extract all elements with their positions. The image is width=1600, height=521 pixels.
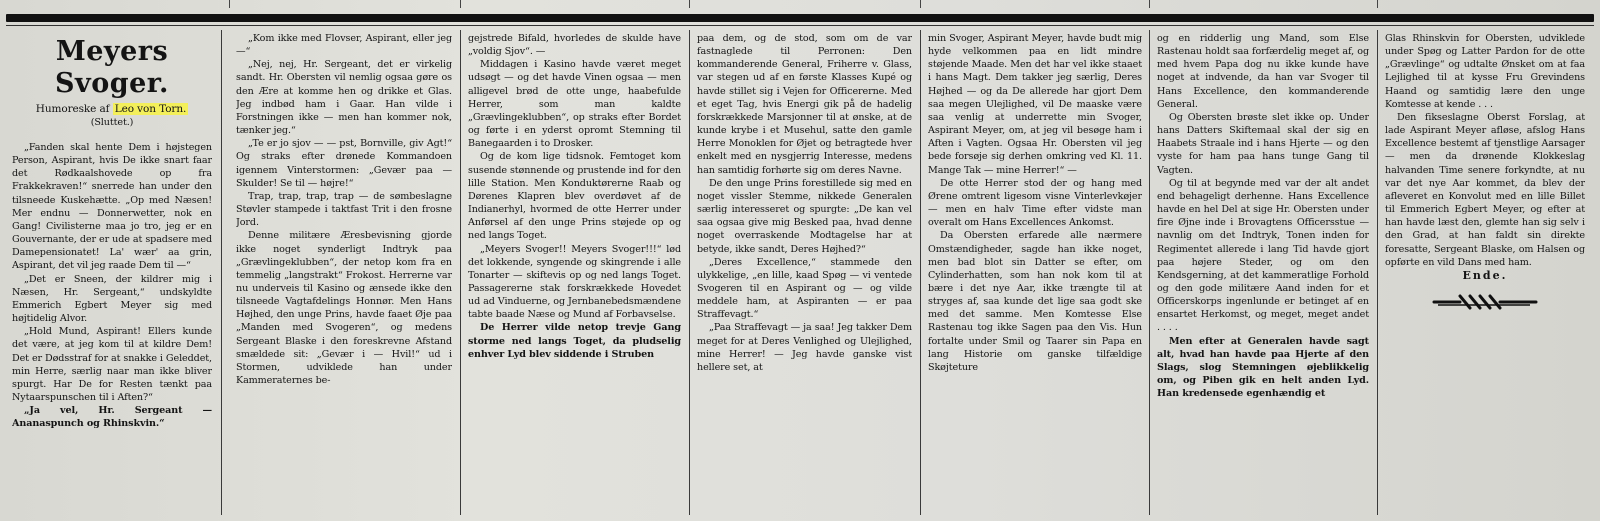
continuation-note: (Sluttet.) xyxy=(90,117,134,128)
column-1 xyxy=(12,32,212,513)
end-flourish-ornament xyxy=(1430,292,1540,312)
byline xyxy=(12,102,212,116)
paragraph: „Hold Mund, Aspirant! Ellers kunde det være, at jeg kom til at kildre Dem! Det er Dødsstraf for at snakke i Geleddet, min Herre, særlig naar man ikke bliver spurgt. Har De for Resten tænkt paa Nytaarspunschen til i Aften?“ xyxy=(12,326,212,403)
paragraph: „Ja vel, Hr. Sergeant — Ananaspunch og Rhinskvin.“ xyxy=(12,405,212,430)
column-divider xyxy=(920,30,921,515)
paragraph: De Herrer vilde netop trevje Gang storme ned langs Toget, da pludselig enhver Lyd blev siddende i Struben xyxy=(468,322,681,360)
column-tick xyxy=(460,0,461,8)
paragraph: „Fanden skal hente Dem i højstegen Person, Aspirant, hvis De ikke snart faar det Rødkaalshovede op fra Frakkekraven!“ snerrede han under den tilsneede Kuskehætte. „Op med Næsen! Mer endnu — Donnerwetter, nok en Gang! Civilisterne maa jo tro, jeg er en Gouvernante, der er ude at spadsere med Damepensionatet! La' wær' aa grin, Aspirant, det vil jeg raade Dem til —“ xyxy=(12,142,212,272)
column-divider xyxy=(221,30,222,515)
article-title: Meyers Svoger. xyxy=(55,36,169,99)
paragraph: „Kom ikke med Flovser, Aspirant, eller jeg —“ xyxy=(236,33,452,58)
paragraph: Og de kom lige tidsnok. Femtoget kom susende stønnende og prustende ind for den lille Station. Men Konduktørerne Raab og Dørenes Klapren blev overdøvet af de Indianerhyl, hvormed de otte Herrer under Anførsel af den unge Prins støjede op og ned langs Toget. xyxy=(468,151,681,242)
paragraph: Middagen i Kasino havde været meget udsøgt — og det havde Vinen ogsaa — men alligevel brød de otte unge, haabefulde Herrer, som man kaldte „Grævlingeklubben“, op straks efter Bordet og førte i en yderst opromt Stemning til Banegaarden i to Drosker. xyxy=(468,59,681,150)
paragraph: Denne militære Æresbevisning gjorde ikke noget synderligt Indtryk paa „Grævlingeklubben“, der netop kom fra en temmelig „langstrakt“ Frokost. Herrerne var nu underveis til Kasino og ænsede ikke den tilsneede Vagtafdelings Honnør. Men Hans Højhed, den unge Prins, havde faaet Øje paa „Manden med Svogeren“, og medens Sergeant Blaske i den foreskrevne Afstand smældede sit: „Gevær i — Hvil!“ ud i Stormen, udviklede han under Kammeraternes be- xyxy=(236,230,452,387)
column-3 xyxy=(468,32,681,513)
column-5 xyxy=(928,32,1142,513)
column-tick xyxy=(229,0,230,8)
column-divider xyxy=(460,30,461,515)
paragraph: Trap, trap, trap, trap — de sømbeslagne Støvler stampede i taktfast Trit i den frosne Jord. xyxy=(236,190,452,229)
author-name: Leo von Torn. xyxy=(114,103,187,115)
paragraph: Glas Rhinskvin for Obersten, udviklede under Spøg og Latter Pardon for de otte „Grævlinge“ og udtalte Ønsket om at faa Lejlighed til at kysse Fru Grevindens Haand og samtidig lære den unge Komtesse at kende . . . xyxy=(1385,33,1585,110)
column-4 xyxy=(697,32,912,513)
paragraph: Men efter at Generalen havde sagt alt, hvad han havde paa Hjerte af den Slags, slog Stemningen øjeblikkelig om, og Piben gik en helt anden Lyd. Han kredensede egenhændig et xyxy=(1157,335,1369,400)
column-tick xyxy=(689,0,690,8)
paragraph: og en ridderlig ung Mand, som Else Rastenau holdt saa forfærdelig meget af, og med hvem Papa dog nu ikke kunde have noget at indvende, da han var Svoger til Hans Excellence, den kommanderende General. xyxy=(1157,33,1369,110)
column-tick xyxy=(920,0,921,8)
column-divider xyxy=(1377,30,1378,515)
paragraph: Den fikseslagne Oberst Forslag, at lade Aspirant Meyer afløse, afslog Hans Excellence bestemt af tjenstlige Aarsager — men da drønende Klokkeslag halvanden Time senere forkyndte, at nu var det nye Aar kommet, da blev der afleveret en Konvolut med en lille Billet til Emmerich Egbert Meyer, og efter at han havde læst den, glemte han sig selv i den Grad, at han faldt sin direkte foresatte, Sergeant Blaske, om Halsen og opførte en vild Dans med ham. xyxy=(1385,111,1585,268)
paragraph: „Paa Straffevagt — ja saa! Jeg takker Dem meget for at Deres Venlighed og Ulejlighed, mine Herrer! — Jeg havde ganske vist hellere set, at xyxy=(697,322,912,373)
paragraph: Og til at begynde med var der alt andet end behageligt derhenne. Hans Excellence havde en hel Del at sige Hr. Obersten under fire Øjne inde i Brovagtens Officersstue — navnlig om det Indtryk, Tonen inden for Regimentet allerede i lang Tid havde gjort paa højere Steder, og om den Kendsgerning, at det kammeratlige Forhold og den gode militære Aand inden for et Officerskorps ingenlunde er betinget af en ensartet Herkomst, og meget, meget andet . . . . xyxy=(1157,177,1369,334)
paragraph: „Te er jo sjov — — pst, Bornville, giv Agt!“ Og straks efter drønede Kommandoen igennem Vinterstormen: „Gevær paa — Skulder! Se til — højre!“ xyxy=(236,138,452,189)
top-rule xyxy=(6,14,1594,22)
byline-prefix: Humoreske af xyxy=(35,103,110,115)
paragraph: „Deres Excellence,“ stammede den ulykkelige, „en lille, kaad Spøg — vi ventede Svogeren til en Aspirant og — og vilde meddele ham, at Aspiranten — er paa Straffevagt.“ xyxy=(697,256,912,321)
top-thin-line xyxy=(6,25,1594,26)
paragraph: „Nej, nej, Hr. Sergeant, det er virkelig sandt. Hr. Obersten vil nemlig ogsaa gøre os den Ære at komme hen og drikke et Glas. Jeg indbød ham i Gaar. Han vilde i Forstningen ikke — men han kommer nok, tænker jeg.“ xyxy=(236,59,452,137)
column-7 xyxy=(1385,32,1585,513)
paragraph: „Meyers Svoger!! Meyers Svoger!!!“ lød det lokkende, syngende og skingrende i alle Tonarter — skiftevis op og ned langs Toget. Passagererne stak forskrækkede Hovedet ud ad Vinduerne, og Jernbanebedsmændene tabte baade Næse og Mund af Forbavselse. xyxy=(468,243,681,321)
column-divider xyxy=(689,30,690,515)
paragraph: „Det er Sneen, der kildrer mig i Næsen, Hr. Sergeant,“ undskyldte Emmerich Egbert Meyer sig med højtidelig Alvor. xyxy=(12,273,212,325)
column-divider xyxy=(1149,30,1150,515)
paragraph: Og Obersten brøste slet ikke op. Under hans Datters Skiftemaal skal der sig en Haabets Straale ind i hans Hjerte — og den vyste for ham paa hans tunge Gang til Vagten. xyxy=(1157,111,1369,176)
paragraph: paa dem, og de stod, som om de var fastnaglede til Perronen: Den kommanderende General, Friherre v. Glass, var stegen ud af en første Klasses Kupé og havde stillet sig i Vejen for Officererne. Med et eget Tag, hvis Energi gik på de hadelig forskrækkede Marsjonner til at ønske, at de kunde krybe i et Musehul, satte den gamle Herre Monoklen for Øjet og betragtede hver enkelt med en nysgjerrig Interesse, medens han samtidig forhørte sig om deres Navne. xyxy=(697,33,912,176)
paragraph: min Svoger, Aspirant Meyer, havde budt mig hyde velkommen paa en lidt mindre støjende Maade. Men det har vel ikke staaet i hans Magt. Dem takker jeg særlig, Deres Højhed — og da De allerede har gjort Dem saa megen Ulejlighed, vil De maaske være saa venlig at underrette min Svoger, Aspirant Meyer, om, at jeg vil besøge ham i Aften i Vagten. Ogsaa Hr. Obersten vil jeg bede forsøje sig derhen omkring ved Kl. 11. Mange Tak — mine Herrer!“ — xyxy=(928,33,1142,176)
column-2 xyxy=(236,32,452,513)
column-tick xyxy=(1377,0,1378,8)
column-6 xyxy=(1157,32,1369,513)
end-mark: Ende. xyxy=(1462,268,1508,282)
paragraph: De den unge Prins forestillede sig med en noget vissler Stemme, nikkede Generalen særlig interesseret og spurgte: „De kan vel saa ogsaa give mig Besked paa, hvad denne noget overraskende Modtagelse har at betyde, ikke sandt, Deres Højhed?“ xyxy=(697,177,912,255)
paragraph: De otte Herrer stod der og hang med Ørene omtrent ligesom visne Vinterlevkøjer — men en halv Time efter vidste man overalt om Hans Excellences Ankomst. xyxy=(928,177,1142,229)
paragraph: Da Obersten erfarede alle nærmere Omstændigheder, sagde han ikke noget, men bad blot sin Datter se efter, om Cylinderhatten, som han nok kom til at bære i det nye Aar, ikke trængte til at stryges af, saa kunde det lige saa godt ske med det samme. Men Komtesse Else Rastenau tog ikke Sagen paa den Vis. Hun fortalte under Smil og Taarer sin Papa en lang Historie om ganske tilfældige Skøjteture xyxy=(928,230,1142,373)
column-tick xyxy=(1149,0,1150,8)
paragraph: gejstrede Bifald, hvorledes de skulde have „voldig Sjov“. — xyxy=(468,33,681,58)
